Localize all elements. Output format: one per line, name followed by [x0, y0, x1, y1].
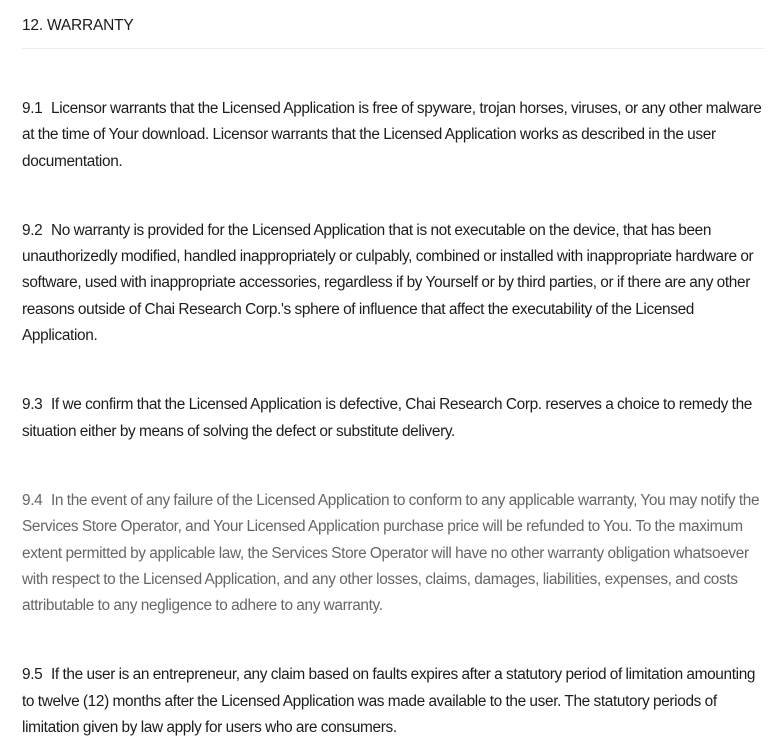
section-divider — [22, 48, 764, 49]
clause-9-5 — [22, 662, 767, 741]
clause-9-3 — [22, 392, 767, 445]
clause-text: If we confirm that the Licensed Application is defective, Chai Research Corp. reserves a choice to remedy the situation either by means of solving the defect or substitute delivery. — [22, 396, 753, 440]
clause-9-4 — [22, 488, 767, 619]
clause-list — [22, 96, 764, 741]
clause-number: 9.2 — [22, 221, 43, 239]
clause-text: If the user is an entrepreneur, any claim based on faults expires after a statutory period of limitation amounting to twelve (12) months after the Licensed Application was made available to the user. The statutory periods of limitation given by law apply for users who are consumers. — [22, 666, 756, 737]
section-title: 12. WARRANTY — [22, 17, 134, 34]
clause-9-1 — [22, 96, 767, 175]
clause-9-2 — [22, 218, 767, 349]
clause-number: 9.3 — [22, 396, 43, 414]
clause-text: Licensor warrants that the Licensed Application is free of spyware, trojan horses, viruses, or any other malware at the time of Your download. Licensor warrants that the Licensed Application works as described in the user documentation. — [22, 100, 762, 170]
clause-text: No warranty is provided for the Licensed Application that is not executable on the device, that has been unauthorizedly modified, handled inappropriately or culpably, combined or installed with inappropriate hardware or software, used with inappropriate accessories, regardless if by Yourself or by third parties, or if there are any other reasons outside of Chai Research Corp.'s sphere of influence that affect the executability of the Licensed Application. — [22, 221, 754, 345]
clause-number: 9.4 — [22, 491, 43, 509]
clause-text: In the event of any failure of the Licensed Application to conform to any applicable warranty, You may notify the Services Store Operator, and Your Licensed Application purchase price will be refunded to You. To the maximum extent permitted by applicable law, the Services Store Operator will have no other warranty obligation whatsoever with respect to the Licensed Application, and any other losses, claims, damages, liabilities, expenses, and costs attributable to any negligence to adhere to any warranty. — [22, 491, 760, 615]
clause-number: 9.5 — [22, 666, 43, 684]
clause-number: 9.1 — [22, 100, 43, 117]
